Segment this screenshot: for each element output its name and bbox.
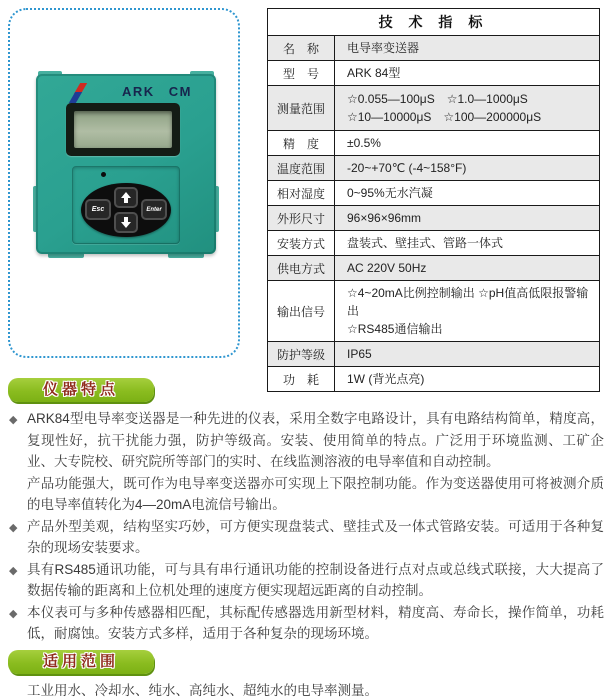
table-row	[268, 205, 599, 230]
row-label: 安装方式	[268, 231, 335, 255]
diamond-bullet-icon: ◆	[9, 414, 18, 426]
row-label: 名 称	[268, 36, 335, 60]
lcd-screen	[74, 111, 172, 148]
table-row	[268, 60, 599, 85]
spec-table-title: 技 术 指 标	[378, 14, 489, 30]
row-label: 供电方式	[268, 256, 335, 280]
down-arrow-key	[114, 212, 138, 233]
device-housing	[36, 74, 216, 254]
row-label: 相对湿度	[268, 181, 335, 205]
row-label: 防护等级	[268, 342, 335, 366]
row-value: 1W (背光点亮)	[347, 372, 425, 386]
control-panel	[72, 166, 180, 244]
row-label: 温度范围	[268, 156, 335, 180]
keypad-oval	[81, 183, 171, 237]
table-row	[268, 155, 599, 180]
row-value: ☆4~20mA比例控制输出 ☆pH值高低限报警输出 ☆RS485通信输出	[347, 286, 589, 336]
row-label: 输出信号	[268, 281, 335, 341]
features-section-heading: 仪器特点	[8, 378, 154, 402]
enter-key: Enter	[141, 199, 167, 220]
brand-logo-icon	[68, 82, 88, 104]
feature-item: ◆ 具有RS485通讯功能，可与具有串行通讯功能的控制设备进行点对点或总线式联接，大大提高了数据传输的距离和上位机处理的速度方便实现超远距离的自动控制。	[9, 561, 604, 598]
esc-key: Esc	[85, 199, 111, 220]
lcd-display	[66, 103, 180, 156]
row-value: ☆0.055—100μS ☆1.0—1000μS ☆10—10000μS ☆100—200000μS	[347, 92, 542, 124]
scope-section-heading: 适用范围	[8, 650, 154, 674]
row-value: -20~+70℃ (-4~158°F)	[347, 161, 467, 175]
row-value: ARK 84型	[347, 66, 401, 80]
row-value: 0~95%无水汽凝	[347, 186, 433, 200]
feature-item: ◆ 产品外型美观，结构坚实巧妙，可方便实现盘装式、壁挂式及一体式管路安装。可适用于各种复杂的现场安装要求。	[9, 518, 604, 555]
row-value: ±0.5%	[347, 136, 381, 150]
features-list	[8, 408, 604, 645]
table-row	[268, 341, 599, 366]
row-value: 盘装式、壁挂式、管路一体式	[347, 236, 504, 250]
spec-table	[267, 8, 600, 392]
device-photo	[36, 74, 216, 254]
table-row	[268, 180, 599, 205]
diamond-bullet-icon: ◆	[9, 521, 18, 534]
scope-text: 工业用水、冷却水、纯水、高纯水、超纯水的电导率测量。	[27, 683, 378, 698]
diamond-bullet-icon: ◆	[9, 607, 18, 620]
indicator-dot	[101, 172, 106, 177]
table-row	[268, 255, 599, 280]
table-row	[268, 280, 599, 341]
feature-item: 产品功能强大，既可作为电导率变送器亦可实现上下限控制功能。作为变送器使用可将被测介质的电导率值转化为4—20mA电流信号输出。	[27, 475, 604, 512]
diamond-bullet-icon: ◆	[9, 564, 18, 577]
row-label: 精 度	[268, 131, 335, 155]
down-arrow-icon	[121, 217, 131, 228]
row-label: 测量范围	[268, 86, 335, 130]
device-brand-label: ARK CM	[122, 84, 192, 99]
up-arrow-key	[114, 187, 138, 208]
feature-item: ◆ 本仪表可与多种传感器相匹配，其标配传感器选用新型材料，精度高、寿命长，操作简单，功耗低，耐腐蚀。安装方式多样，适用于各种复杂的现场环境。	[9, 604, 604, 641]
table-row	[268, 130, 599, 155]
feature-item: ◆ ARK84型电导率变送器是一种先进的仪表，采用全数字电路设计，具有电路结构简单，精度高，复现性好，抗干扰能力强，防护等级高。安装、使用简单的特点。广泛用于环境监测、工矿企业、大专院校、研究院所等部门的实时、在线监测溶液的电导率值和自动控制。	[9, 411, 604, 469]
table-row	[268, 230, 599, 255]
row-value: 96×96×96mm	[347, 211, 422, 225]
row-value: 电导率变送器	[347, 41, 420, 55]
row-label: 外形尺寸	[268, 206, 335, 230]
row-label: 型 号	[268, 61, 335, 85]
row-value: IP65	[347, 347, 372, 361]
row-value: AC 220V 50Hz	[347, 261, 427, 275]
up-arrow-icon	[121, 192, 131, 203]
product-photo-frame	[8, 8, 240, 358]
table-row	[268, 35, 599, 60]
table-row	[268, 366, 599, 391]
table-row	[268, 85, 599, 130]
row-label: 功 耗	[268, 367, 335, 391]
